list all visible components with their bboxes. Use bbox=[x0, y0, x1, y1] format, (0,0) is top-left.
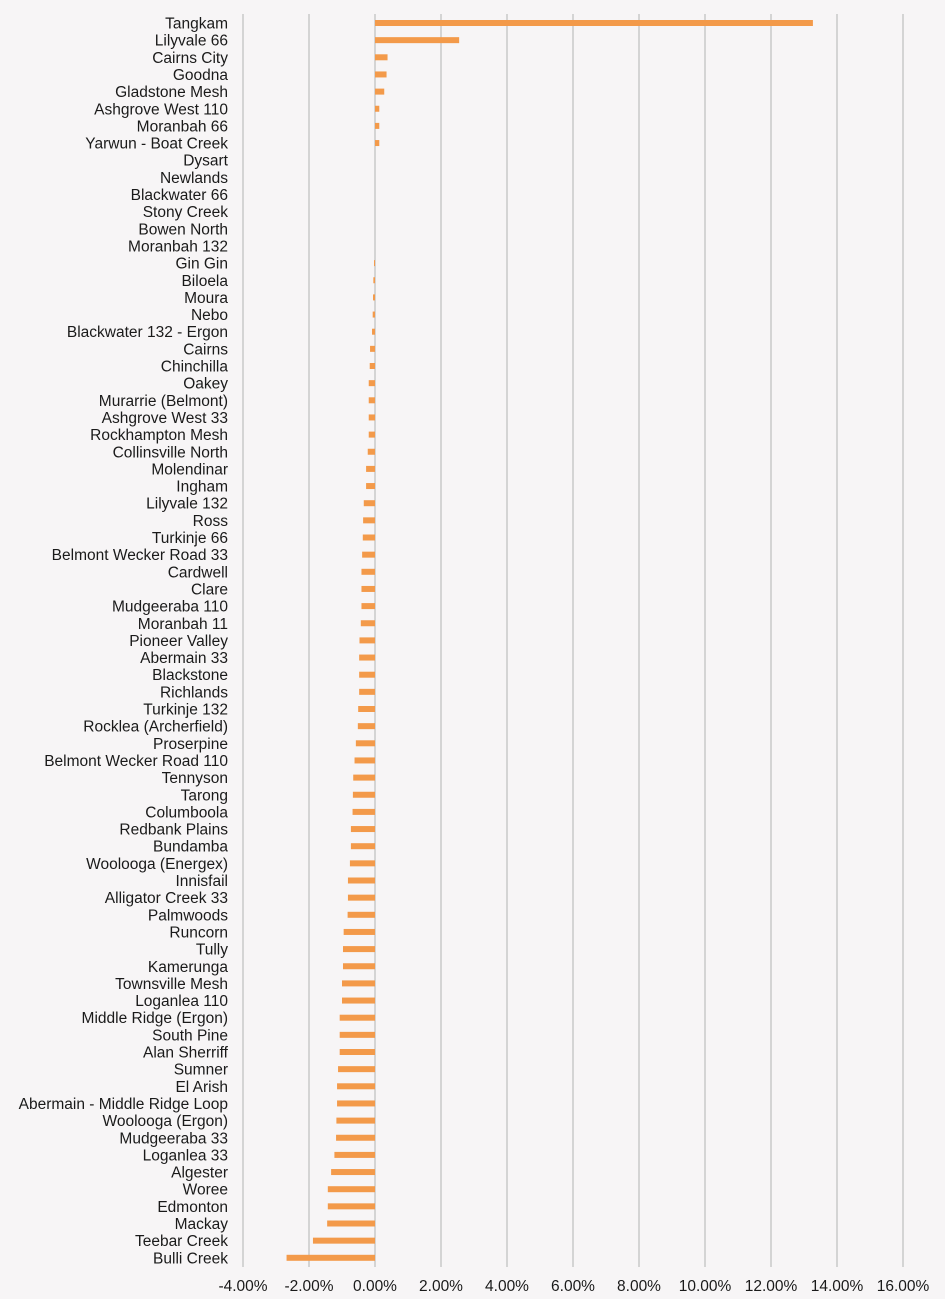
bar bbox=[359, 672, 375, 678]
category-label: Cairns bbox=[183, 341, 228, 359]
bar bbox=[337, 1083, 375, 1089]
category-label: Yarwun - Boat Creek bbox=[85, 135, 228, 153]
bar bbox=[340, 1032, 375, 1038]
bar bbox=[351, 826, 375, 832]
bar bbox=[375, 140, 379, 146]
category-label: Sumner bbox=[173, 1061, 228, 1079]
category-label: Alligator Creek 33 bbox=[104, 890, 228, 908]
category-label: Teebar Creek bbox=[134, 1233, 228, 1251]
bar bbox=[353, 809, 375, 815]
category-label: Chinchilla bbox=[160, 358, 228, 376]
bar bbox=[366, 483, 375, 489]
bar bbox=[327, 1221, 375, 1227]
bar bbox=[375, 20, 813, 26]
x-tick-label: 16.00% bbox=[876, 1278, 930, 1295]
category-label: South Pine bbox=[152, 1027, 228, 1045]
bar bbox=[369, 397, 375, 403]
category-label: Redbank Plains bbox=[119, 821, 228, 839]
bar bbox=[348, 878, 375, 884]
category-label: Mudgeeraba 33 bbox=[119, 1130, 228, 1148]
bar bbox=[358, 723, 375, 729]
bar bbox=[362, 552, 375, 558]
category-label: Turkinje 132 bbox=[143, 701, 228, 719]
x-tick-label: 2.00% bbox=[419, 1278, 463, 1295]
bar bbox=[369, 414, 375, 420]
category-label: Blackstone bbox=[152, 667, 228, 685]
category-label: Alan Sherriff bbox=[142, 1044, 228, 1062]
category-label: Moranbah 132 bbox=[128, 238, 228, 256]
bar bbox=[313, 1238, 375, 1244]
bar bbox=[368, 449, 375, 455]
category-label: Goodna bbox=[172, 66, 228, 84]
category-label: Biloela bbox=[181, 272, 228, 290]
bar bbox=[340, 1049, 375, 1055]
category-label: Cairns City bbox=[152, 49, 228, 67]
category-label: Edmonton bbox=[157, 1198, 228, 1216]
bar bbox=[359, 637, 375, 643]
bar bbox=[363, 535, 375, 541]
category-label: Molendinar bbox=[151, 461, 228, 479]
bar bbox=[353, 792, 375, 798]
gridlines bbox=[243, 14, 903, 1267]
category-label: Ross bbox=[192, 512, 228, 530]
category-label: Gladstone Mesh bbox=[115, 84, 228, 102]
category-label: Moranbah 11 bbox=[137, 615, 228, 633]
bar bbox=[359, 655, 375, 661]
category-labels bbox=[19, 16, 229, 1268]
bar bbox=[287, 1255, 375, 1261]
category-label: El Arish bbox=[175, 1078, 228, 1096]
category-label: Abermain - Middle Ridge Loop bbox=[18, 1095, 228, 1113]
category-label: Innisfail bbox=[175, 873, 228, 890]
x-tick-label: 8.00% bbox=[617, 1278, 661, 1295]
x-tick-label: 12.00% bbox=[744, 1278, 798, 1295]
x-tick-label: 10.00% bbox=[678, 1278, 732, 1295]
bar bbox=[361, 569, 375, 575]
bar bbox=[340, 1015, 375, 1021]
category-label: Bowen North bbox=[138, 221, 228, 239]
category-label: Pioneer Valley bbox=[129, 632, 228, 650]
bar bbox=[375, 89, 384, 95]
category-label: Belmont Wecker Road 33 bbox=[51, 547, 228, 565]
x-tick-label: 4.00% bbox=[485, 1278, 529, 1295]
bar bbox=[344, 929, 375, 935]
bar bbox=[375, 123, 379, 129]
category-label: Lilyvale 132 bbox=[146, 495, 228, 513]
category-label: Ingham bbox=[176, 478, 228, 496]
bar bbox=[369, 380, 375, 386]
bar bbox=[351, 843, 375, 849]
bar bbox=[348, 912, 375, 918]
bar bbox=[361, 586, 375, 592]
category-label: Moura bbox=[184, 289, 228, 307]
category-label: Townsville Mesh bbox=[115, 975, 228, 993]
category-label: Belmont Wecker Road 110 bbox=[44, 752, 228, 770]
category-label: Rockhampton Mesh bbox=[90, 427, 228, 445]
bar bbox=[343, 946, 375, 952]
bar bbox=[342, 998, 375, 1004]
category-label: Loganlea 110 bbox=[135, 993, 228, 1011]
category-label: Blackwater 66 bbox=[130, 187, 228, 204]
bars bbox=[287, 20, 813, 1261]
bar bbox=[336, 1135, 375, 1141]
category-label: Runcorn bbox=[169, 924, 228, 942]
bar bbox=[350, 860, 375, 866]
category-label: Clare bbox=[190, 581, 228, 599]
category-label: Oakey bbox=[183, 375, 228, 393]
bar bbox=[355, 757, 375, 763]
category-label: Turkinje 66 bbox=[151, 530, 228, 547]
bar bbox=[356, 740, 375, 746]
category-label: Nebo bbox=[190, 307, 228, 325]
x-tick-label: -2.00% bbox=[284, 1278, 334, 1295]
category-label: Murarrie (Belmont) bbox=[98, 392, 228, 410]
bar bbox=[348, 895, 375, 901]
category-label: Loganlea 33 bbox=[142, 1147, 228, 1165]
x-tick-label: 14.00% bbox=[810, 1278, 864, 1295]
category-label: Newlands bbox=[159, 169, 228, 187]
category-label: Columboola bbox=[145, 804, 228, 822]
x-tick-label: 6.00% bbox=[551, 1278, 595, 1295]
category-label: Algester bbox=[171, 1164, 228, 1182]
category-label: Bulli Creek bbox=[153, 1250, 228, 1268]
bar bbox=[375, 106, 379, 112]
bar bbox=[373, 294, 375, 300]
category-label: Tangkam bbox=[165, 15, 228, 33]
category-label: Tully bbox=[195, 941, 228, 959]
bar bbox=[373, 277, 375, 283]
category-label: Cardwell bbox=[167, 564, 228, 582]
bar bbox=[375, 37, 459, 43]
category-label: Abermain 33 bbox=[140, 650, 228, 668]
bar bbox=[337, 1100, 375, 1106]
bar bbox=[370, 363, 375, 369]
bar bbox=[328, 1203, 375, 1209]
category-label: Moranbah 66 bbox=[136, 118, 228, 136]
x-tick-label: 0.00% bbox=[353, 1278, 397, 1295]
category-label: Woolooga (Ergon) bbox=[102, 1113, 228, 1131]
category-label: Rocklea (Archerfield) bbox=[83, 718, 228, 736]
category-label: Middle Ridge (Ergon) bbox=[81, 1010, 228, 1028]
bar bbox=[336, 1118, 375, 1124]
bar bbox=[369, 432, 375, 438]
bar bbox=[343, 963, 375, 969]
category-label: Richlands bbox=[159, 684, 228, 702]
x-tick-labels bbox=[218, 1278, 929, 1295]
category-label: Blackwater 132 - Ergon bbox=[66, 324, 228, 342]
category-label: Tarong bbox=[180, 787, 228, 805]
category-label: Mackay bbox=[174, 1216, 228, 1233]
category-label: Tennyson bbox=[161, 770, 228, 788]
bar bbox=[359, 689, 375, 695]
bar bbox=[358, 706, 375, 712]
bar bbox=[375, 71, 387, 77]
category-label: Stony Creek bbox=[142, 204, 228, 222]
bar bbox=[373, 312, 375, 318]
category-label: Ashgrove West 110 bbox=[94, 101, 228, 119]
bar bbox=[342, 980, 375, 986]
category-label: Kamerunga bbox=[147, 958, 228, 976]
bar bbox=[328, 1186, 375, 1192]
category-label: Woolooga (Energex) bbox=[86, 855, 228, 873]
bar bbox=[374, 260, 375, 266]
bar bbox=[375, 54, 388, 60]
category-label: Gin Gin bbox=[175, 255, 228, 273]
bar bbox=[361, 620, 375, 626]
category-label: Dysart bbox=[183, 152, 228, 170]
bar bbox=[364, 500, 375, 506]
bar bbox=[338, 1066, 375, 1072]
category-label: Mudgeeraba 110 bbox=[111, 598, 228, 616]
category-label: Bundamba bbox=[153, 838, 228, 856]
category-label: Lilyvale 66 bbox=[154, 32, 228, 50]
category-label: Proserpine bbox=[153, 735, 228, 753]
bar bbox=[363, 517, 375, 523]
category-label: Collinsville North bbox=[112, 444, 228, 462]
bar bbox=[334, 1152, 375, 1158]
x-tick-label: -4.00% bbox=[218, 1278, 268, 1295]
bar bbox=[370, 346, 375, 352]
category-label: Ashgrove West 33 bbox=[101, 409, 228, 427]
bar bbox=[366, 466, 375, 472]
bar bbox=[372, 329, 375, 335]
category-label: Palmwoods bbox=[147, 907, 228, 925]
bar bbox=[361, 603, 375, 609]
bar bbox=[331, 1169, 375, 1175]
bar bbox=[353, 775, 375, 781]
category-label: Woree bbox=[182, 1181, 228, 1199]
